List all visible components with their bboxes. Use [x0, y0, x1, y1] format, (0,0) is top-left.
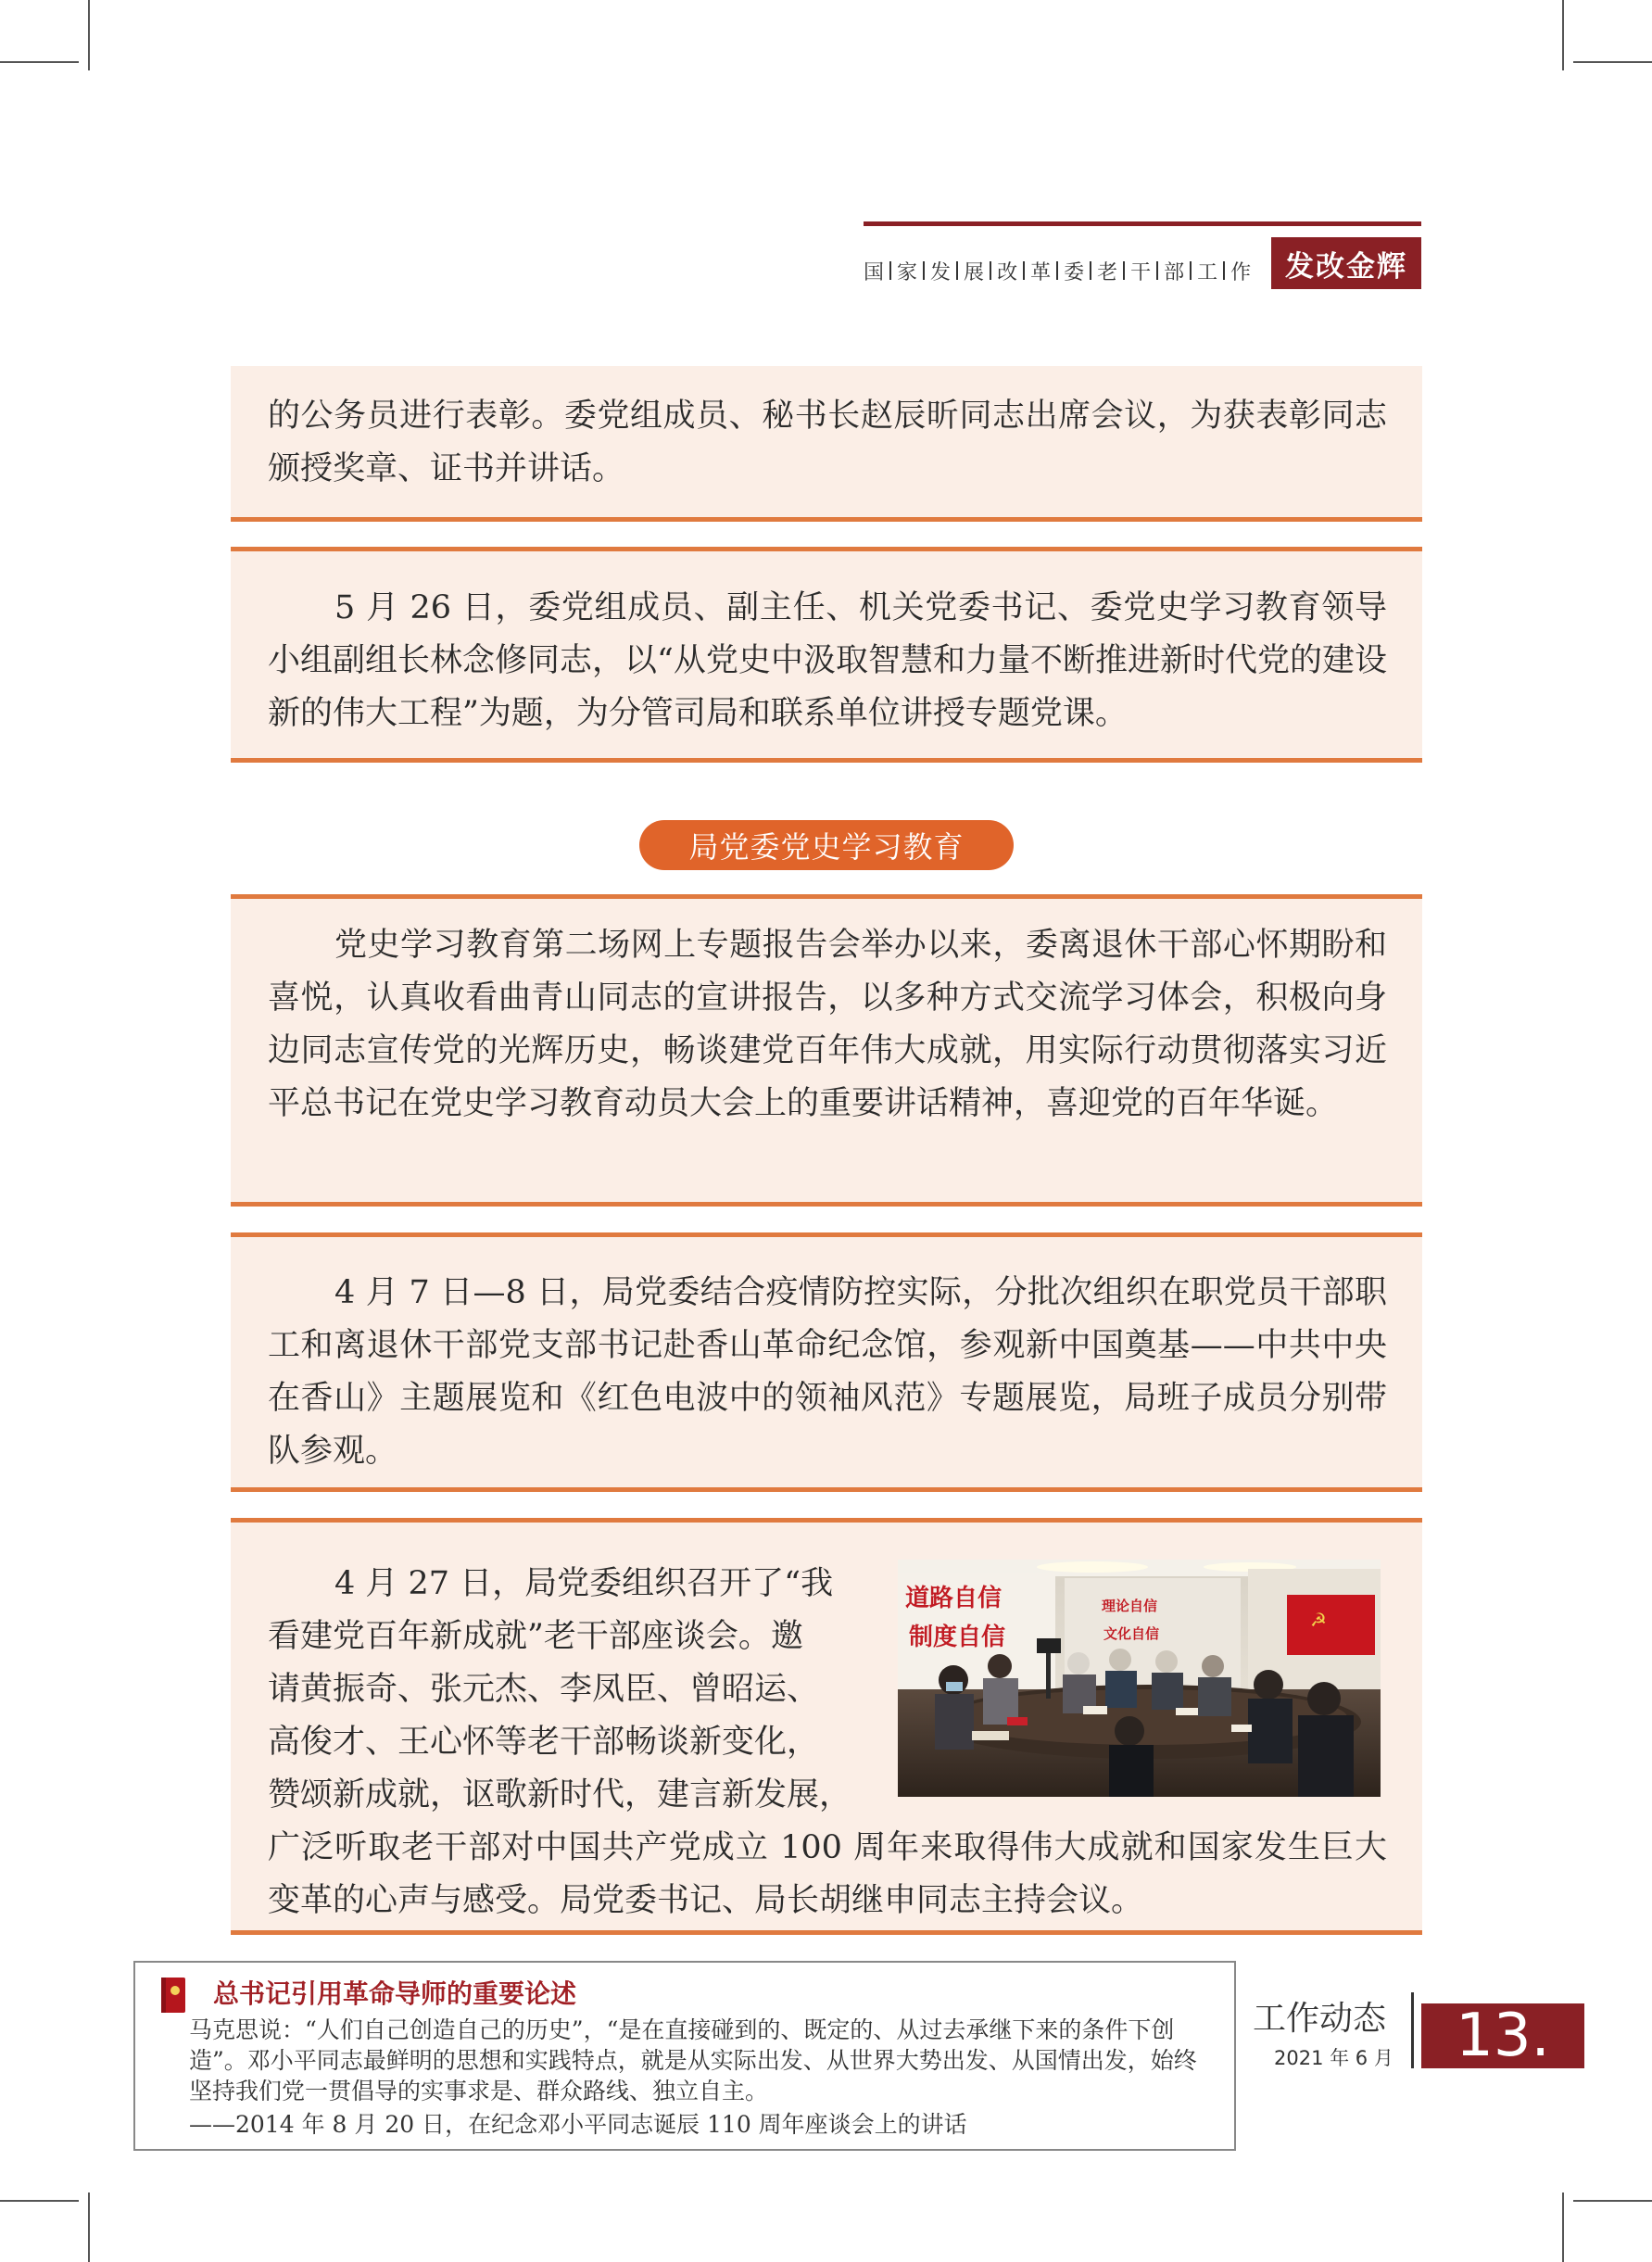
- paragraph-5-wrap: [268, 1558, 898, 1822]
- crop-mark: [1562, 2192, 1564, 2262]
- text-box-4: [231, 1232, 1422, 1492]
- header-org-char: 老: [1097, 260, 1118, 284]
- text-box-1: [231, 366, 1422, 522]
- header-org-separator: [1223, 261, 1225, 280]
- text-box-2: [231, 547, 1422, 763]
- header-brand: 发改金辉: [1271, 237, 1421, 289]
- wall-slogan-4: 文化自信: [1103, 1625, 1160, 1642]
- header-org-separator: [923, 261, 925, 280]
- header-org-char: 部: [1164, 260, 1185, 284]
- header-org-char: 工: [1197, 260, 1218, 284]
- crop-mark: [0, 61, 79, 63]
- section-title: 局党委党史学习教育: [639, 820, 1014, 870]
- header-org-separator: [1156, 261, 1158, 280]
- wall-slogan-3: 理论自信: [1102, 1598, 1158, 1614]
- crop-mark: [88, 0, 90, 70]
- quote-body: 马克思说：“人们自己创造自己的历史”，“是在直接碰到的、既定的、从过去承继下来的条件下创造”。邓小平同志最鲜明的思想和实践特点，就是从实际出发、从世界大势出发、从国情出发，始终坚持我们党一贯倡导的实事求是、群众路线、独立自主。: [189, 2016, 1197, 2104]
- paragraph-2: 5 月 26 日，委党组成员、副主任、机关党委书记、委党史学习教育领导小组副组长林念修同志，以“从党史中汲取智慧和力量不断推进新时代党的建设新的伟大工程”为题，为分管司局和联系单位讲授专题党课。: [268, 589, 1387, 732]
- paragraph-5-line: 请黄振奇、张元杰、李凤臣、曾昭运、: [268, 1671, 820, 1708]
- header-org-char: 发: [930, 260, 952, 284]
- header-org-char: 家: [897, 260, 918, 284]
- header-org-separator: [990, 261, 991, 280]
- crop-mark: [1573, 61, 1652, 63]
- header-rule: [864, 221, 1421, 226]
- header-org-char: 作: [1230, 260, 1252, 284]
- header-org-char: 展: [964, 260, 985, 284]
- crop-mark: [88, 2192, 90, 2262]
- crop-mark: [1562, 0, 1564, 70]
- header-org-separator: [1090, 261, 1091, 280]
- header-org-separator: [1123, 261, 1125, 280]
- quote-source: ——2014 年 8 月 20 日，在纪念邓小平同志诞辰 110 周年座谈会上的讲话: [189, 2111, 967, 2138]
- paragraph-5-line: 高俊才、王心怀等老干部畅谈新变化，: [268, 1724, 820, 1761]
- paragraph-4: 4 月 7 日—8 日，局党委结合疫情防控实际，分批次组织在职党员干部职工和离退休干部党支部书记赴香山革命纪念馆，参观新中国奠基——中共中央在香山》主题展览和《红色电波中的领袖风范》专题展览，局班子成员分别带队参观。: [268, 1274, 1387, 1470]
- header-org-char: 改: [997, 260, 1018, 284]
- header-org-separator: [889, 261, 891, 280]
- crop-mark: [1573, 2200, 1652, 2202]
- header-org-char: 国: [864, 260, 885, 284]
- header-org-separator: [1023, 261, 1025, 280]
- page-number: 13.: [1421, 2003, 1584, 2068]
- header-org-separator: [1190, 261, 1192, 280]
- paragraph-5-line: 4 月 27 日，局党委组织召开了“我: [334, 1565, 834, 1602]
- footer-section-title: 工作动态: [1253, 2000, 1387, 2038]
- header-org-char: 革: [1030, 260, 1052, 284]
- svg-text:☭: ☭: [1310, 1609, 1327, 1631]
- header-org-separator: [956, 261, 958, 280]
- header-org-name: [864, 252, 1251, 289]
- crop-mark: [0, 2200, 79, 2202]
- meeting-photo: [898, 1560, 1381, 1797]
- header-org-char: 干: [1130, 260, 1152, 284]
- footer-date: 2021 年 6 月: [1274, 2047, 1393, 2069]
- paragraph-5-line: 赞颂新成就，讴歌新时代，建言新发展，: [268, 1776, 852, 1813]
- header-org-separator: [1056, 261, 1058, 280]
- paragraph-1: 的公务员进行表彰。委党组成员、秘书长赵辰昕同志出席会议，为获表彰同志颁授奖章、证书并讲话。: [268, 398, 1387, 487]
- paragraph-3: 党史学习教育第二场网上专题报告会举办以来，委离退休干部心怀期盼和喜悦，认真收看曲青山同志的宣讲报告，以多种方式交流学习体会，积极向身边同志宣传党的光辉历史，畅谈建党百年伟大成就，用实际行动贯彻落实习近平总书记在党史学习教育动员大会上的重要讲话精神，喜迎党的百年华诞。: [268, 927, 1387, 1122]
- paragraph-5-rest: 广泛听取老干部对中国共产党成立 100 周年来取得伟大成就和国家发生巨大变革的心声与感受。局党委书记、局长胡继申同志主持会议。: [268, 1829, 1387, 1919]
- wall-slogan-1: 道路自信: [905, 1585, 1003, 1612]
- text-box-3: [231, 894, 1422, 1207]
- quote-title: 总书记引用革命导师的重要论述: [213, 1978, 577, 2009]
- footer-divider: [1411, 1992, 1414, 2068]
- quote-box: [133, 1961, 1236, 2151]
- wall-slogan-2: 制度自信: [909, 1624, 1006, 1651]
- meeting-photo-illustration: [898, 1560, 1381, 1797]
- book-icon: [159, 1976, 189, 2015]
- header-org-char: 委: [1064, 260, 1085, 284]
- paragraph-5-line: 看建党百年新成就”老干部座谈会。邀: [268, 1618, 803, 1655]
